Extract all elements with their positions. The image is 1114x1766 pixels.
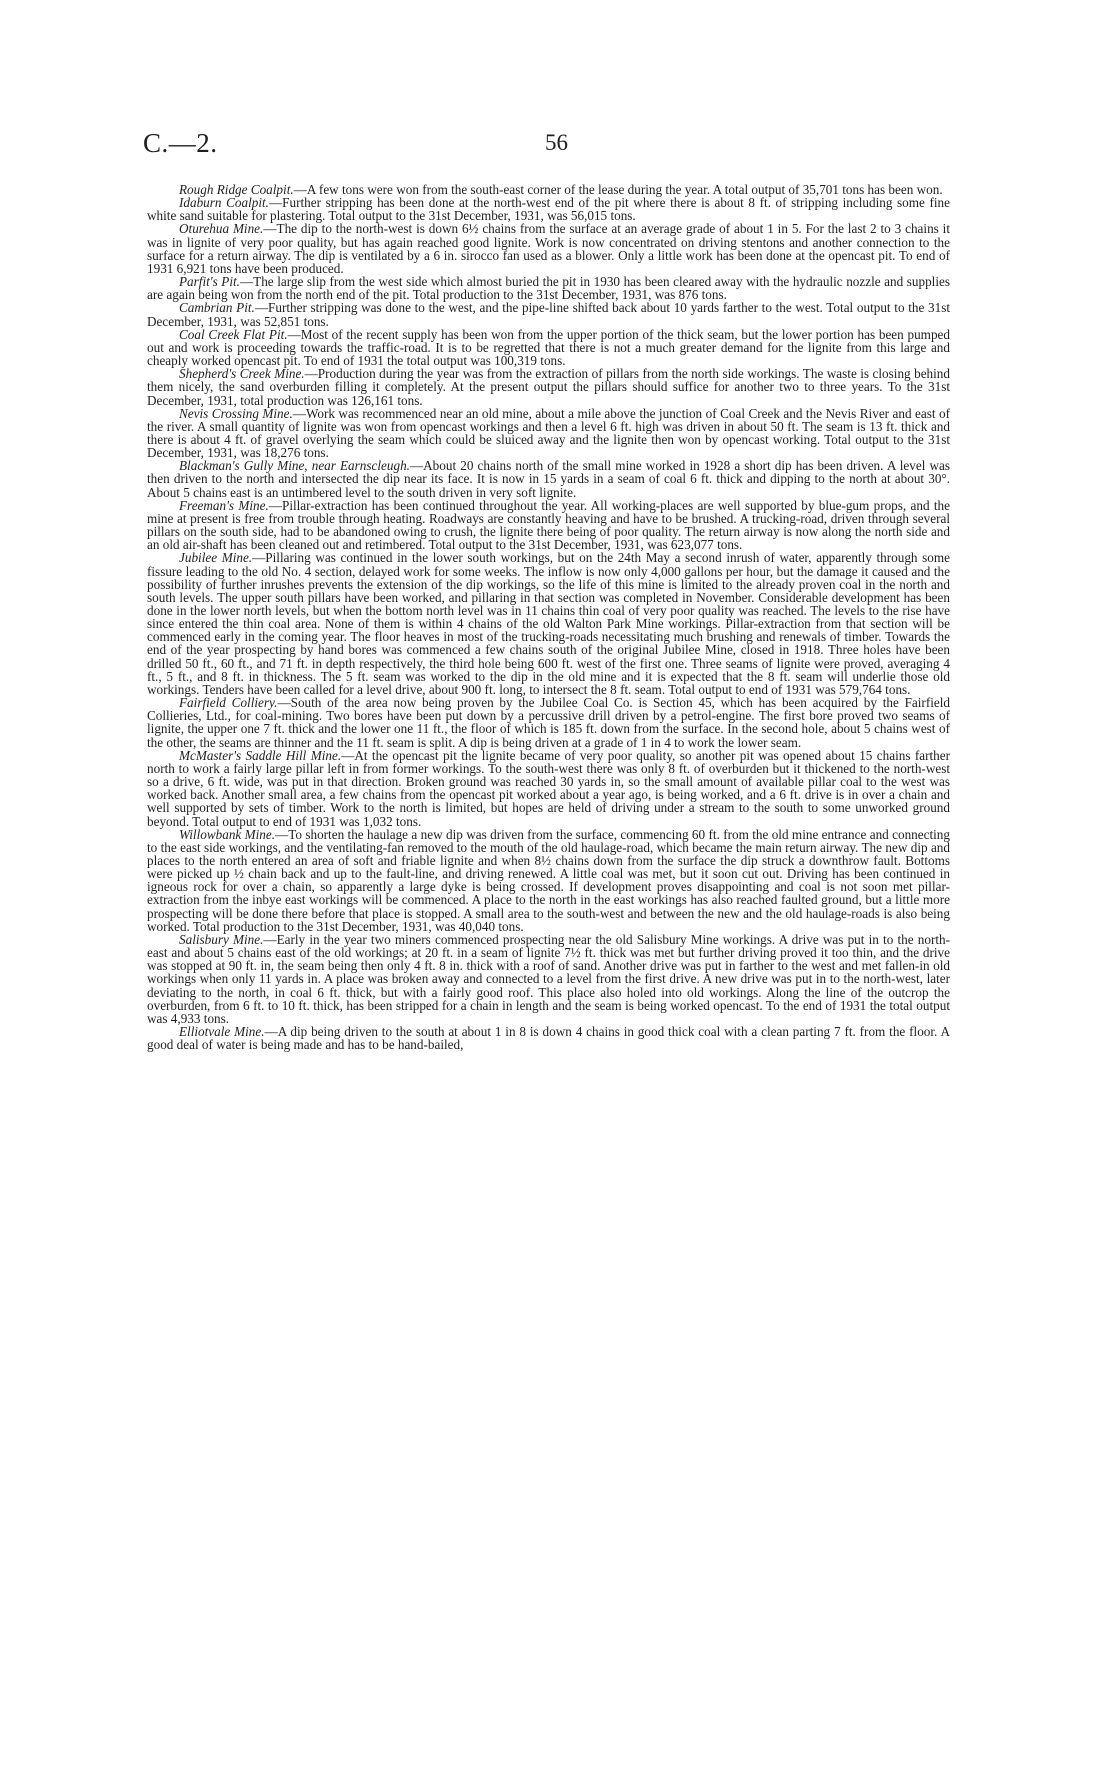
entry-title: Idaburn Coalpit. — [179, 195, 269, 211]
entry-oturehua — [147, 222, 950, 275]
page-header — [143, 128, 968, 168]
entry-title: Blackman's Gully Mine, near Earnscleugh. — [179, 458, 410, 474]
entry-title: Rough Ridge Coalpit. — [179, 182, 294, 197]
series-code: C.—2. — [143, 128, 218, 158]
entry-text: —The dip to the north-west is down 6½ chains from the surface at an average grade of about 1 in 5. For the last 2 to 3 chains it was in lignite of very poor quality, but has again reached good lignite. Work is now concentrated on driving stentons and another connection to the surface for a return airway. The dip is ventilated by a 6 in. sirocco fan used as a blower. Only a little work has been done at the opencast pit. To end of 1931 6,921 tons have been produced. — [147, 221, 951, 276]
entry-fairfield — [147, 696, 950, 749]
entry-title: Jubilee Mine. — [179, 550, 253, 566]
entry-text: —South of the area now being proven by the Jubilee Coal Co. is Section 45, which has been acquired by the Fairfield Collieries, Ltd., for coal-mining. Two bores have been put down by a percussive drill driven by a petrol-engine. The first bore proved two seams of lignite, the upper one 7 ft. thick and the lower one 11 ft., the floor of which is 185 ft. down from the surface. In the second hole, about 5 chains west of the other, the seams are thinner and the 11 ft. seam is split. A dip is being driven at a grade of 1 in 4 to work the lower seam. — [147, 695, 950, 750]
entry-text: —Early in the year two miners commenced prospecting near the old Salisbury Mine workings. A drive was put in to the north-east and about 5 chains east of the old workings; at 20 ft. in a seam of lignite 7½ ft. thick was met but further driving proved it too thin, and the drive was stopped at 90 ft. in, the seam being then only 4 ft. 8 in. thick with a roof of sand. Another drive was put in farther to the west and met fallen-in old workings when only 11 yards in. A place was broken away and connected to a level from the first drive. A new drive was put in to the north-west, later deviating to the north, in coal 6 ft. thick, but with a fairly good roof. This place also holed into old workings. Along the line of the outcrop the overburden, from 6 ft. to 10 ft. thick, has been stripped for a chain in length and the seam is being worked opencast. To the end of 1931 the total output was 4,933 tons. — [147, 931, 950, 1026]
entry-elliotvale — [147, 1025, 950, 1051]
entry-text: —Most of the recent supply has been won from the upper portion of the thick seam, but the lower portion has been pumped out and work is proceeding towards the traffic-road. It is to be regretted that there is not a much greater demand for the lignite from this large and cheaply worked opencast pit. To end of 1931 the total output was 100,319 tons. — [147, 326, 950, 369]
entry-title: Cambrian Pit. — [179, 300, 255, 316]
entry-coal-creek-flat — [147, 328, 950, 367]
entry-title: Nevis Crossing Mine. — [179, 405, 293, 421]
entry-freemans — [147, 499, 950, 552]
entry-jubilee — [147, 551, 950, 696]
entry-shepherds-creek — [147, 367, 950, 406]
entry-text: —At the opencast pit the lignite became of very poor quality, so another pit was opened about 15 chains farther north to work a fairly large pillar left in from former workings. To the south-west there was only 8 ft. of overburden but it thickened to the north-west so a drive, 6 ft. wide, was put in that direction. Broken ground was reached 30 yards in, so the small amount of available pillar coal to the west was worked back. Another small area, a few chains from the opencast pit worked about a year ago, is being worked, and a 6 ft. drive is in over a chain and well supported by sets of timber. Work to the north is limited, but hopes are held of driving under a stream to the south to some unworked ground beyond. Total output to end of 1931 was 1,032 tons. — [147, 747, 950, 829]
entry-title: Willowbank Mine. — [179, 826, 276, 842]
entry-text: —To shorten the haulage a new dip was driven from the surface, commencing 60 ft. from the old mine entrance and connecting to the east side workings, and the ventilating-fan removed to the mouth of the old haulage-road, which became the main return airway. The new dip and places to the north entered an area of soft and friable lignite and when 8½ chains down from the surface the dip struck a downthrow fault. Bottoms were picked up ½ chain back and up to the fault-line, and driving renewed. A little coal was met, but it soon cut out. Driving has been continued in igneous rock for over a chain, so apparently a large dyke is being crossed. If development proves disappointing and coal is not soon met pillar-extraction from the inbye east workings will be commenced. A place to the north in the east workings has also reached faulted ground, but a little more prospecting will be done there before that place is stopped. A small area to the south-west and between the new and the old haulage-roads is also being worked. Total production to the 31st December, 1931, was 40,040 tons. — [147, 826, 950, 934]
entry-title: McMaster's Saddle Hill Mine. — [179, 747, 342, 763]
entry-text: —About 20 chains north of the small mine worked in 1928 a short dip has been driven. A level was then driven to the north and intersected the dip near its face. It is now in 15 yards in a seam of coal 6 ft. thick and dipping to the north at about 30°. About 5 chains east is an untimbered level to the south driven in very soft lignite. — [147, 458, 950, 500]
entry-title: Salisbury Mine. — [179, 931, 264, 947]
entry-text: —Pillar-extraction has been continued throughout the year. All working-places are well supported by blue-gum props, and the mine at present is free from trouble through heating. Roadways are constantly heaving and have to be brushed. A trucking-road, driven through several pillars on the south side, had to be abandoned owing to crush, the lignite there being of poor quality. The return airway is now along the north side and an old air-shaft has been cleaned out and retimbered. Total output to the 31st December, 1931, was 623,077 tons. — [147, 497, 951, 553]
entry-mcmasters — [147, 749, 950, 828]
entry-title: Freeman's Mine. — [179, 497, 269, 513]
entry-nevis-crossing — [147, 407, 950, 460]
page-number: 56 — [545, 130, 568, 155]
entry-parfits — [147, 275, 950, 301]
entry-willowbank — [147, 828, 950, 933]
entry-title: Oturehua Mine. — [179, 221, 264, 237]
entry-title: Coal Creek Flat Pit. — [179, 326, 288, 342]
entry-text: —Further stripping has been done at the north-west end of the pit where there is about 8 ft. of stripping including some fine white sand suitable for plastering. Total output to the 31st December, 1931, was 56,015 tons. — [147, 195, 950, 224]
entry-text: —Production during the year was from the extraction of pillars from the north side workings. The waste is closing behind them nicely, the sand overburden filling it completely. At the present output the pillars should suffice for another two to three years. To the 31st December, 1931, total production was 126,161 tons. — [147, 366, 950, 408]
entry-idaburn — [147, 196, 950, 222]
entry-text: —Further stripping was done to the west, and the pipe-line shifted back about 10 yards farther to the west. Total output to the 31st December, 1931, was 52,851 tons. — [147, 300, 950, 329]
entry-text: —A few tons were won from the south-east corner of the lease during the year. A total output of 35,701 tons has been won. — [293, 182, 943, 197]
entry-text: —A dip being driven to the south at about 1 in 8 is down 4 chains in good thick coal with a clean parting 7 ft. from the floor. A good deal of water is being made and has to be hand-bailed, — [147, 1024, 950, 1053]
entry-title: Fairfield Colliery. — [179, 695, 278, 711]
entry-text: —Pillaring was continued in the lower south workings, but on the 24th May a second inrush of water, apparently through some fissure leading to the old No. 4 section, delayed work for some weeks. The inflow is now only 4,000 gallons per hour, but the damage it caused and the possibility of further inrushes prevents the extension of the dip workings, so the life of this mine is limited to the already proven coal in the north and south levels. The upper south pillars have been worked, and pillaring in that section was completed in November. Considerable development has been done in the lower north levels, but when the bottom north level was in 11 chains thin coal of very poor quality was reached. The levels to the rise have since entered the thin coal area. None of them is within 4 chains of the old Walton Park Mine workings. Pillar-extraction from that section will be commenced early in the coming year. The floor heaves in most of the trucking-roads necessitating much brushing and renewals of timber. Towards the end of the year prospecting by hand bores was commenced a few chains south of the original Jubilee Mine, closed in 1918. Three holes have been drilled 50 ft., 60 ft., and 71 ft. in depth respectively, the third hole being 600 ft. west of the first one. Three seams of lignite were proved, averaging 4 ft., 5 ft., and 8 ft. in thickness. The 5 ft. seam was worked to the dip in the old mine and it is expected that the 8 ft. seam will underlie those old workings. Tenders have been called for a level drive, about 900 ft. long, to intersect the 8 ft. seam. Total output to end of 1931 was 579,764 tons. — [147, 550, 950, 697]
entry-text: —The large slip from the west side which almost buried the pit in 1930 has been cleared away with the hydraulic nozzle and supplies are again being won from the north end of the pit. Total production to the 31st December, 1931, was 876 tons. — [147, 274, 950, 303]
entry-cambrian — [147, 301, 950, 327]
entry-title: Parfit's Pit. — [179, 274, 240, 290]
entry-title: Shepherd's Creek Mine. — [179, 366, 305, 382]
entry-title: Elliotvale Mine. — [179, 1024, 265, 1039]
report-body — [147, 183, 950, 1051]
entry-blackmans-gully — [147, 459, 950, 498]
entry-text: —Work was recommenced near an old mine, about a mile above the junction of Coal Creek and the Nevis River and east of the river. A small quantity of lignite was won from opencast workings and then a level 6 ft. high was driven in about 50 ft. The seam is 13 ft. thick and there is about 4 ft. of gravel overlying the seam which could be sluiced away and the lignite then won by opencast working. Total output to the 31st December, 1931, was 18,276 tons. — [147, 405, 951, 461]
entry-salisbury — [147, 933, 950, 1025]
